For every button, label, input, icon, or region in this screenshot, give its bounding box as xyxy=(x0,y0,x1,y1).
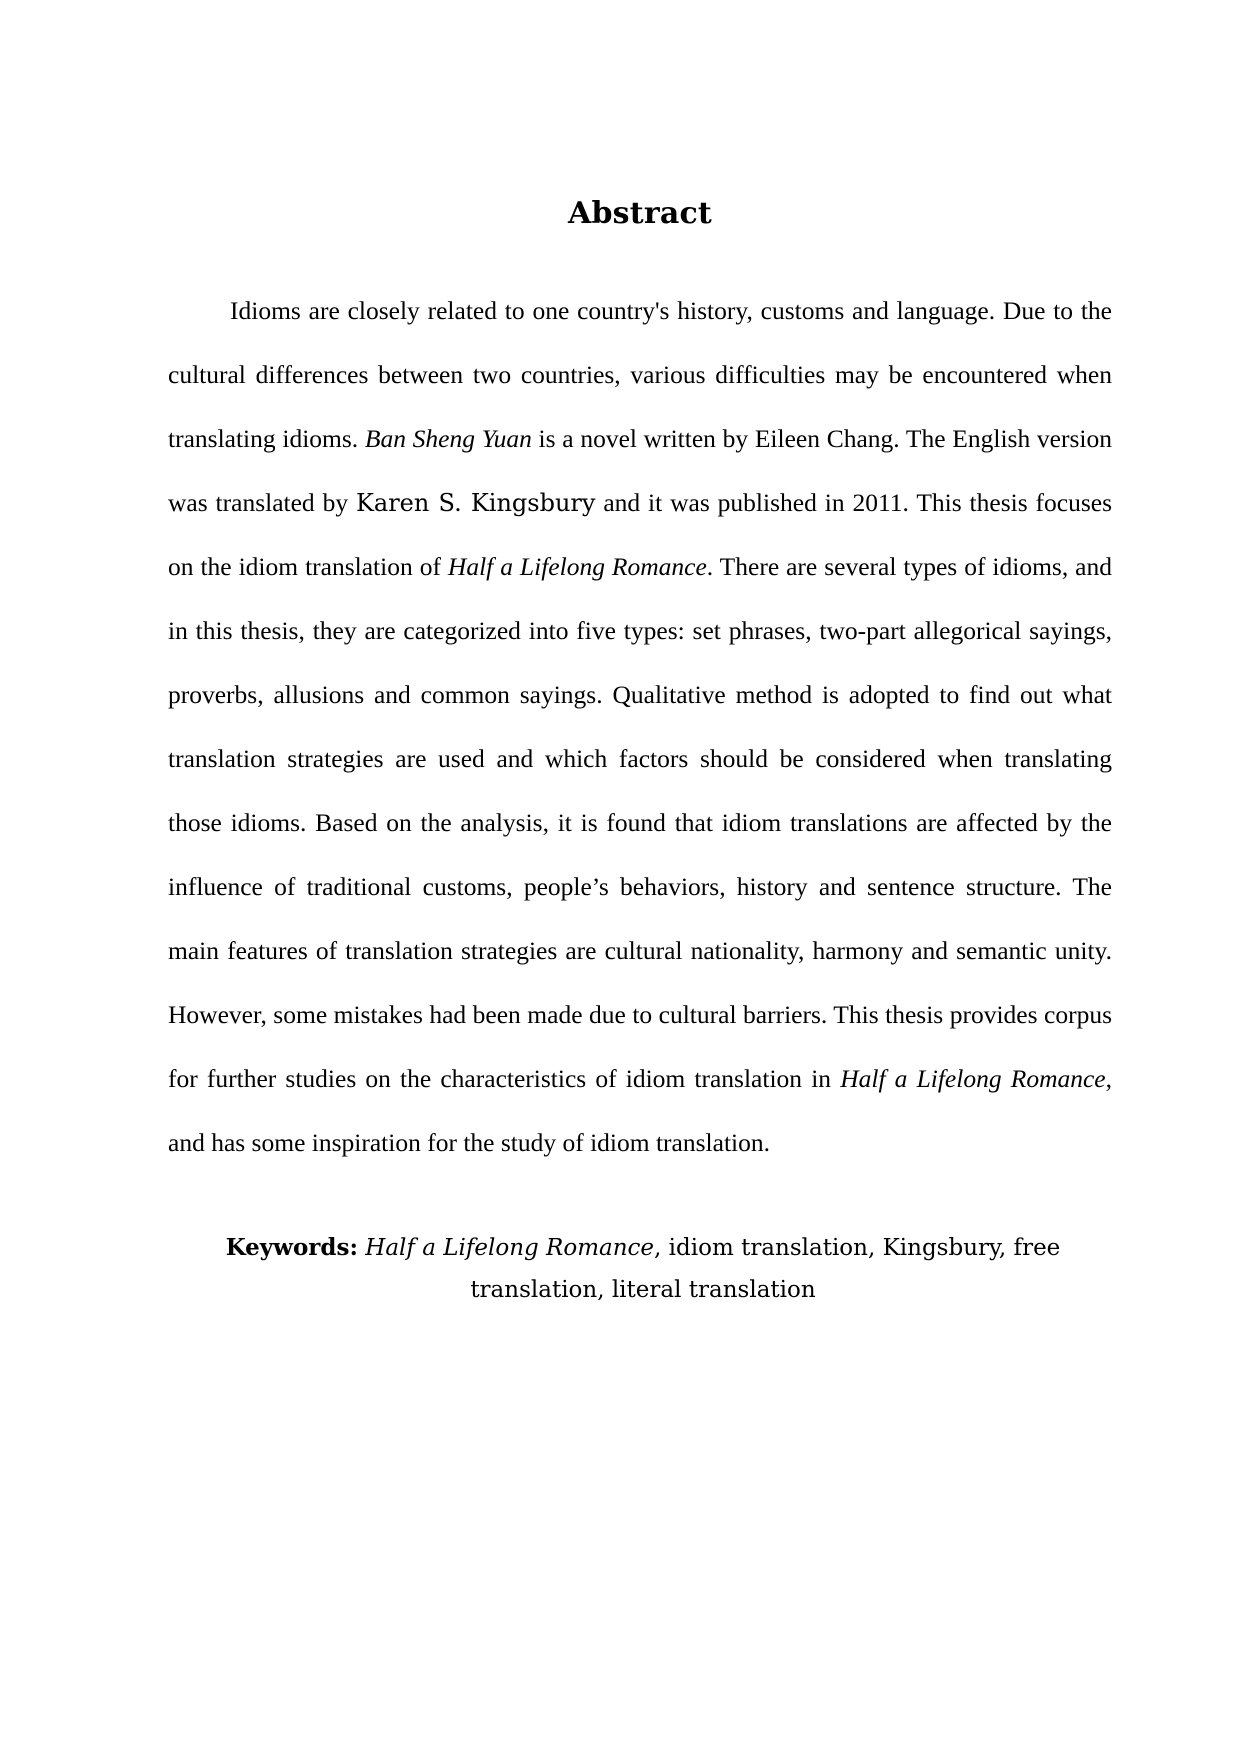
abstract-text: , and has some inspiration for the study of idiom translation. xyxy=(168,1064,1112,1157)
abstract-text: . There are several types of idioms, and in this thesis, they are categorized into five types: set phrases, two-part allegorical sayings, proverbs, allusions and common sayings. Qualitative method is adopted to find out what translation strategies are used and which factors should be considered when translating those idioms. Based on the analysis, it is found that idiom translations are affected by the influence of traditional customs, people’s behaviors, history and sentence structure. The main features of translation strategies are cultural nationality, harmony and semantic unity. However, some mistakes had been made due to cultural barriers. This thesis provides corpus for further studies on the characteristics of idiom translation in xyxy=(168,552,1112,1093)
abstract-emphasis: Half a Lifelong Romance xyxy=(447,552,707,581)
abstract-text: and it was published in 2011. This thesis focuses on the idiom translation of xyxy=(168,488,1113,581)
abstract-emphasis: Ban Sheng Yuan xyxy=(364,424,532,453)
keywords-rest: , idiom translation, Kingsbury, free translation, literal translation xyxy=(470,1235,1061,1303)
page-title: Abstract xyxy=(568,196,712,231)
abstract-paragraph xyxy=(168,279,1112,1175)
keywords-title-term: Half a Lifelong Romance xyxy=(365,1235,655,1261)
abstract-text: Idioms are closely related to one country's history, customs and language. Due to the cultural differences between two countries, various difficulties may be encountered when translating idioms. xyxy=(168,296,1112,453)
abstract-translator-name: Karen S. Kingsbury xyxy=(355,489,596,517)
keywords-label: Keywords: xyxy=(225,1234,358,1261)
abstract-emphasis: Half a Lifelong Romance xyxy=(840,1064,1106,1093)
abstract-text: is a novel written by Eileen Chang. The English version was translated by xyxy=(168,424,1112,517)
keywords-line xyxy=(168,1227,1112,1311)
page-content xyxy=(168,0,1112,1334)
